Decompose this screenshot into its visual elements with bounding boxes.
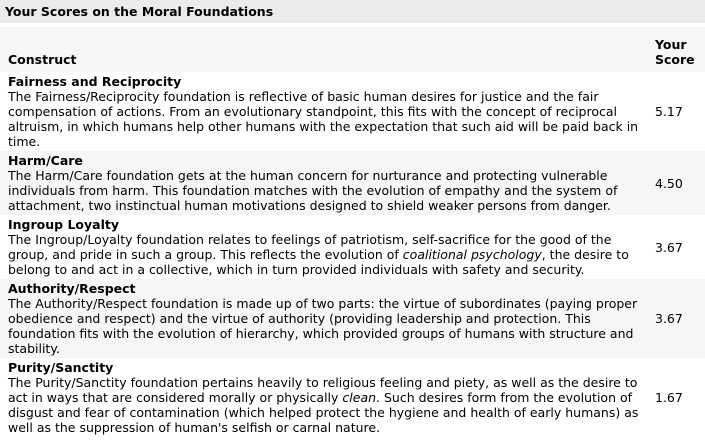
foundation-name: Ingroup Loyalty	[8, 217, 119, 232]
foundation-cell	[0, 151, 645, 215]
foundation-cell	[0, 279, 645, 358]
foundation-name: Authority/Respect	[8, 281, 136, 296]
score-value: 4.50	[655, 175, 683, 191]
table-row	[0, 215, 705, 279]
foundation-description-emphasis: clean	[342, 390, 377, 405]
foundation-description: The Fairness/Reciprocity foundation is reflective of basic human desires for justice and the fair compensation of actions. From an evolutionary standpoint, this fits with the concept of reciprocal altruism, in which humans help other humans with the expectation that such aid will be paid back in time.	[8, 89, 639, 149]
table-row	[0, 279, 705, 358]
page-title: Your Scores on the Moral Foundations	[0, 0, 705, 23]
foundation-description-emphasis: coalitional psychology	[402, 247, 542, 262]
foundation-cell	[0, 358, 645, 437]
foundation-name: Purity/Sanctity	[8, 360, 114, 375]
score-value: 5.17	[655, 104, 683, 119]
table-row	[0, 72, 705, 151]
score-value: 1.67	[655, 390, 683, 405]
foundation-description: The Harm/Care foundation gets at the human concern for nurturance and protecting vulnerable individuals from harm. This foundation matches with the evolution of empathy and the system of attachment, two instinctual human motivations designed to shield weaker persons from danger.	[8, 168, 618, 213]
construct-column-header: Construct	[8, 52, 77, 67]
foundation-description-cont: . Such desires form from the evolution of disgust and fear of contamination (which helped protect the hygiene and health of early humans) as well as the suppression of human's selfish or carnal nature.	[8, 390, 639, 435]
table-row	[0, 358, 705, 437]
foundation-description-cont: , the desire to belong to and act in a collective, which in turn provided individuals with safety and security.	[8, 247, 629, 277]
foundation-name: Fairness and Reciprocity	[8, 74, 182, 89]
foundation-cell	[0, 72, 645, 151]
foundation-name: Harm/Care	[8, 153, 83, 168]
table-row	[0, 151, 705, 215]
scores-table	[0, 27, 705, 437]
score-value: 3.67	[655, 239, 683, 255]
score-column-header: Your Score	[655, 37, 695, 67]
foundation-description: The Ingroup/Loyalty foundation relates to feelings of patriotism, self-sacrifice for the good of the group, and pride in such a group. This reflects the evolution of	[8, 232, 612, 262]
foundation-cell	[0, 215, 645, 279]
score-value: 3.67	[655, 311, 683, 326]
foundation-description: The Authority/Respect foundation is made up of two parts: the virtue of subordinates (paying proper obedience and respect) and the virtue of authority (providing leadership and protection. This foundation fits with the evolution of hierarchy, which provided groups of humans with structure and stability.	[8, 296, 638, 356]
table-header-row	[0, 27, 705, 72]
foundation-description: The Purity/Sanctity foundation pertains heavily to religious feeling and piety, as well as the desire to act in ways that are considered morally or physically	[8, 375, 638, 405]
